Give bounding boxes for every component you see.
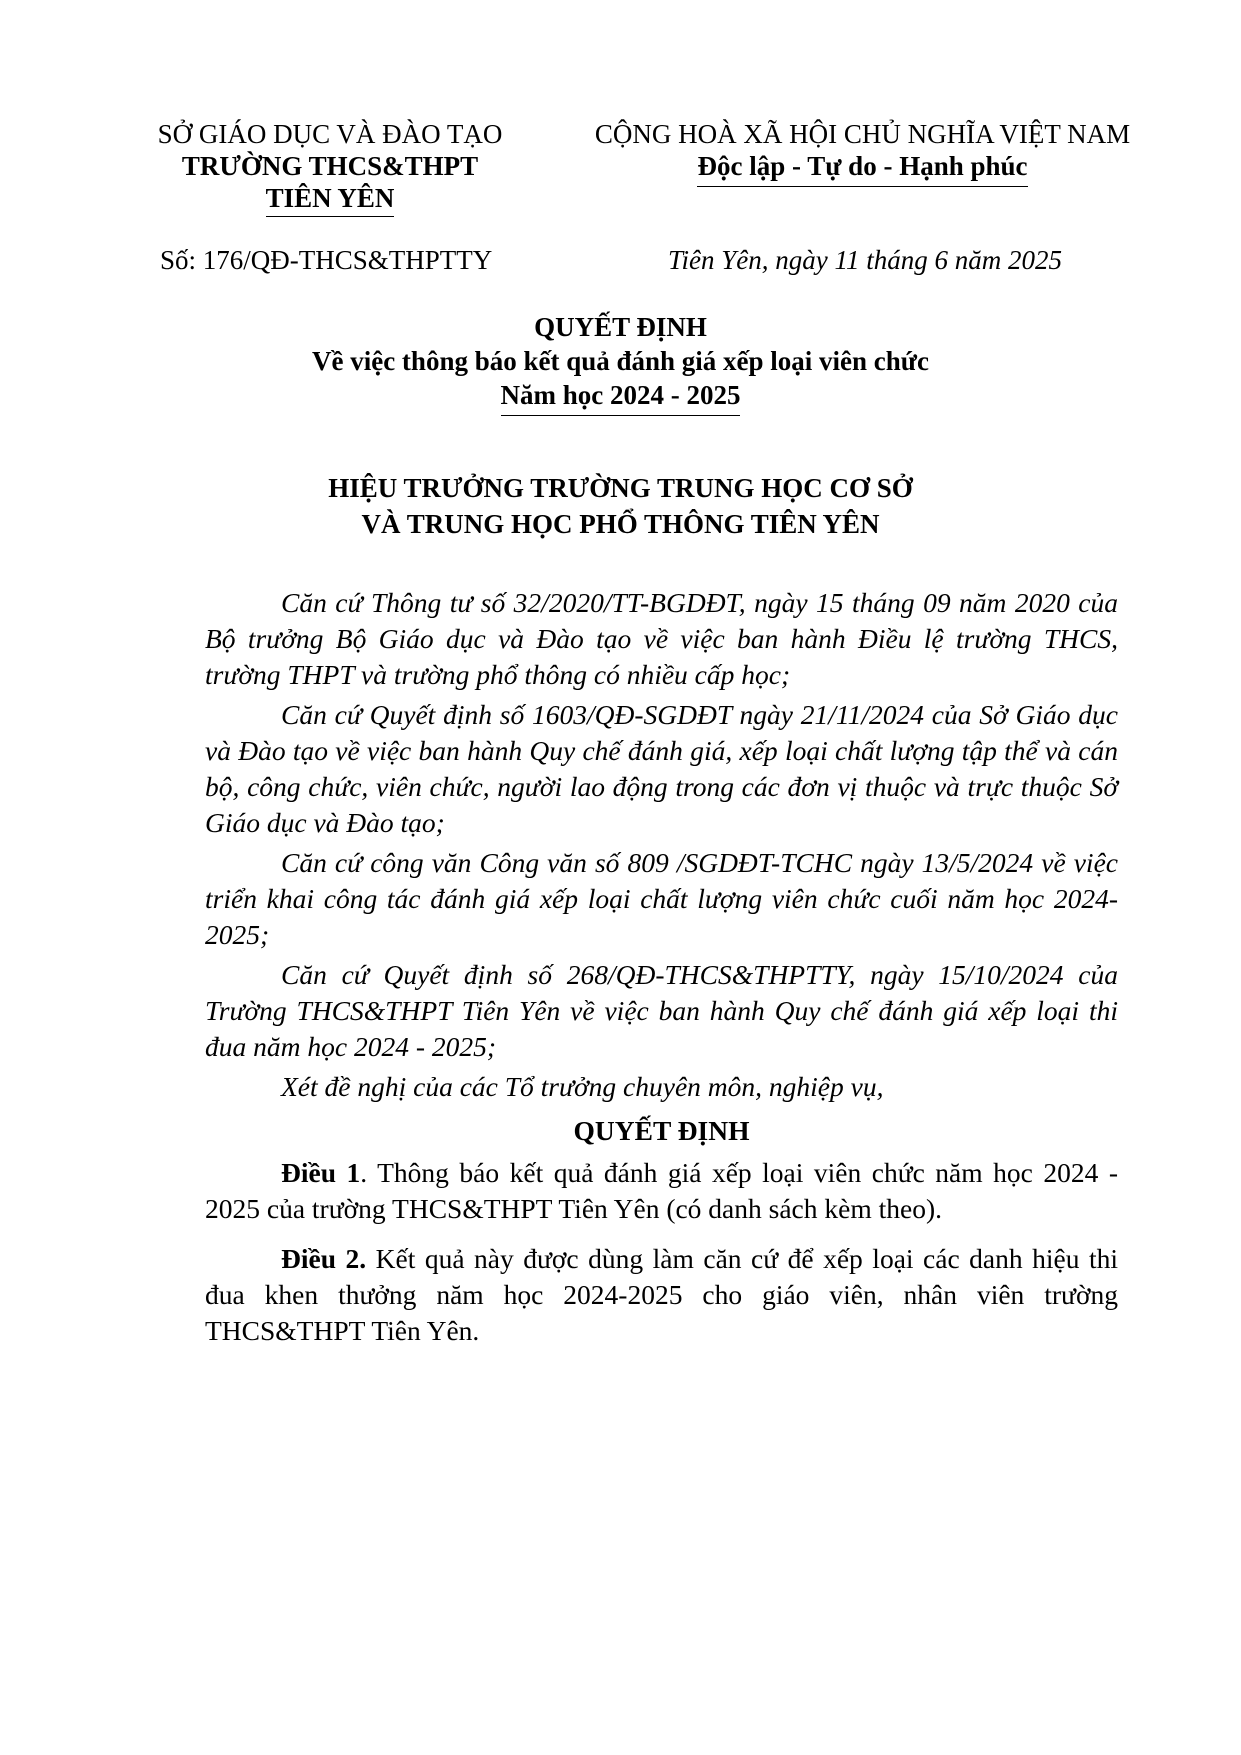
authority-line2: VÀ TRUNG HỌC PHỔ THÔNG TIÊN YÊN [361,509,880,539]
legal-basis-2: Căn cứ Quyết định số 1603/QĐ-SGDĐT ngày 21/11/2024 của Sở Giáo dục và Đào tạo về việc ban hành Quy chế đánh giá, xếp loại chất lượng tập thể và cán bộ, công chức, viên chức, người lao động trong các đơn vị thuộc và trực thuộc Sở Giáo dục và Đào tạo; [205,699,1118,838]
agency-name-line1: TRƯỜNG THCS&THPT [181,151,479,181]
agency-parent-name: SỞ GIÁO DỤC VÀ ĐÀO TẠO [157,119,503,149]
authority-line1: HIỆU TRƯỞNG TRƯỜNG TRUNG HỌC CƠ SỞ [328,473,913,503]
legal-basis-1: Căn cứ Thông tư số 32/2020/TT-BGDĐT, ngày 15 tháng 09 năm 2020 của Bộ trưởng Bộ Giáo dục và Đào tạo về việc ban hành Điều lệ trường THCS, trường THPT và trường phổ thông có nhiều cấp học; [205,587,1118,690]
document-body [205,585,1118,1363]
document-school-year: Năm học 2024 - 2025 [501,378,741,416]
legal-basis-3: Căn cứ công văn Công văn số 809 /SGDĐT-TCHC ngày 13/5/2024 về việc triển khai công tác đánh giá xếp loại chất lượng viên chức cuối năm học 2024-2025; [205,847,1118,950]
document-number: Số: 176/QĐ-THCS&THPTTY [160,245,493,275]
proposal-consideration: Xét đề nghị của các Tổ trưởng chuyên môn, nghiệp vụ, [281,1071,884,1102]
article-2-label: Điều 2. [281,1243,367,1274]
document-title [0,310,1241,416]
article-1 [205,1155,1118,1227]
agency-name-line2: TIÊN YÊN [266,182,395,217]
place-and-date: Tiên Yên, ngày 11 tháng 6 năm 2025 [668,245,1062,275]
article-1-label: Điều 1 [281,1157,361,1188]
document-subject: Về việc thông báo kết quả đánh giá xếp loại viên chức [311,346,929,376]
decision-heading: QUYẾT ĐỊNH [573,1115,750,1146]
article-1-text: . Thông báo kết quả đánh giá xếp loại viên chức năm học 2024 - 2025 của trường THCS&THPT Tiên Yên (có danh sách kèm theo). [205,1157,1118,1224]
article-2-text: Kết quả này được dùng làm căn cứ để xếp loại các danh hiệu thi đua khen thưởng năm học 2024-2025 cho giáo viên, nhân viên trường THCS&THPT Tiên Yên. [205,1243,1118,1346]
country-name: CỘNG HOÀ XÃ HỘI CHỦ NGHĨA VIỆT NAM [594,119,1131,149]
national-motto: Độc lập - Tự do - Hạnh phúc [697,150,1027,187]
national-motto-header [585,118,1140,187]
issuing-authority [0,470,1241,542]
document-type: QUYẾT ĐỊNH [534,312,707,342]
legal-basis-4: Căn cứ Quyết định số 268/QĐ-THCS&THPTTY, ngày 15/10/2024 của Trường THCS&THPT Tiên Yên về việc ban hành Quy chế đánh giá xếp loại thi đua năm học 2024 - 2025; [205,959,1118,1062]
issuing-agency-header [140,118,520,217]
article-2 [205,1241,1118,1349]
